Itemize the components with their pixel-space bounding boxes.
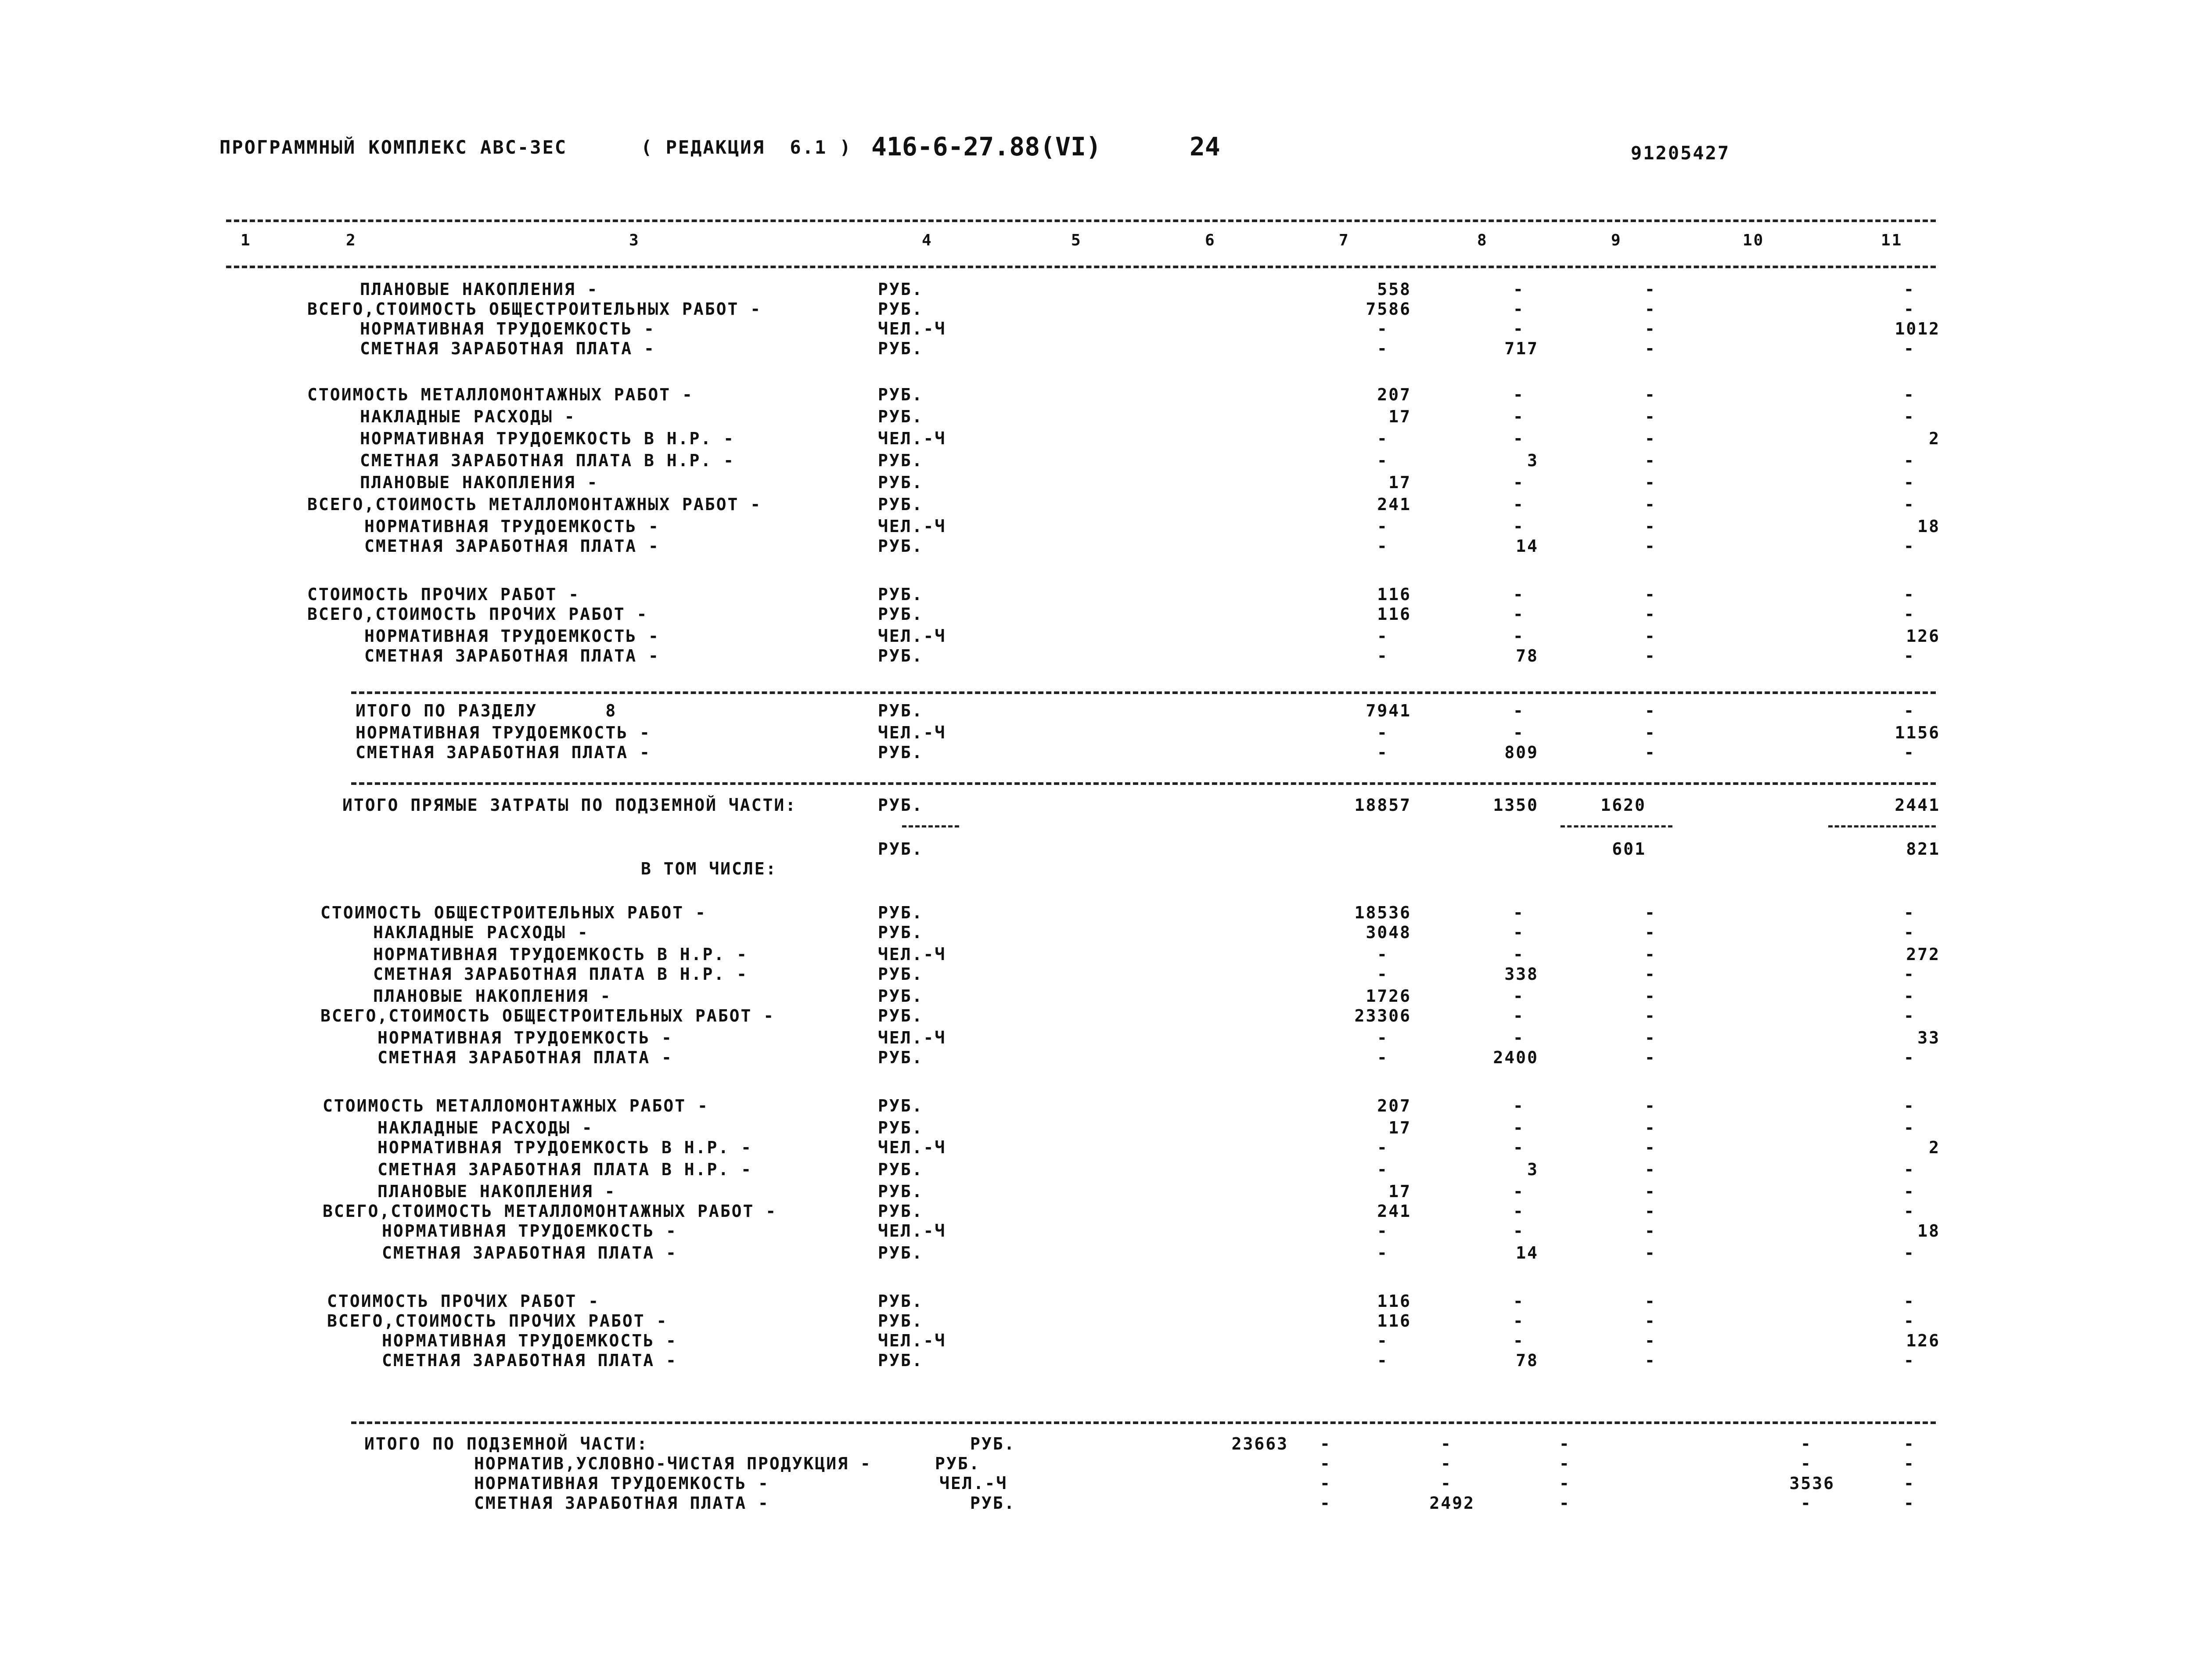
cell-c9: - xyxy=(1645,1160,1656,1179)
cell-c9: - xyxy=(1645,1331,1656,1350)
cell-c11: 2 xyxy=(1929,1138,1940,1157)
row-unit: РУБ. xyxy=(878,604,924,624)
row-unit: ЧЕЛ.-Ч xyxy=(878,1028,946,1047)
row-unit: РУБ. xyxy=(878,1096,924,1115)
cell-c8: - xyxy=(1513,604,1524,624)
underline-col11 xyxy=(1828,825,1936,827)
cell-c8: - xyxy=(1513,319,1524,338)
cell-c9: - xyxy=(1645,903,1656,922)
row-unit: РУБ. xyxy=(878,1351,924,1370)
cell-c7: - xyxy=(1377,1048,1388,1067)
section-total-rule xyxy=(351,691,1936,694)
cell-c11: - xyxy=(1904,903,1915,922)
cell-c9: - xyxy=(1645,1096,1656,1115)
row-label: НОРМАТИВНАЯ ТРУДОЕМКОСТЬ - xyxy=(364,517,660,536)
cell-c11: - xyxy=(1904,1351,1915,1370)
cell-c11: 1012 xyxy=(1895,319,1940,338)
col-8: 8 xyxy=(1477,231,1488,249)
final-cell-c11: - xyxy=(1904,1454,1915,1473)
cell-c7: 17 xyxy=(1388,1118,1411,1137)
cell-c9: - xyxy=(1645,385,1656,404)
cell-c9: - xyxy=(1645,1202,1656,1221)
cell-c9: - xyxy=(1645,1182,1656,1201)
cell-c11: 126 xyxy=(1906,626,1940,646)
cell-c7: - xyxy=(1377,723,1388,742)
cell-c9: - xyxy=(1645,495,1656,514)
cell-c11: - xyxy=(1904,964,1915,984)
cell-c7: 116 xyxy=(1377,604,1411,624)
row-label: НАКЛАДНЫЕ РАСХОДЫ - xyxy=(360,407,576,426)
cell-c8: - xyxy=(1513,1028,1524,1047)
cell-c9: - xyxy=(1645,429,1656,448)
col-11: 11 xyxy=(1881,231,1903,249)
cell-c9: - xyxy=(1645,536,1656,556)
row-unit: ЧЕЛ.-Ч xyxy=(878,517,946,536)
cell-c7: - xyxy=(1377,1221,1388,1241)
row-unit: РУБ. xyxy=(878,903,924,922)
cell-c9: - xyxy=(1645,923,1656,942)
row-unit: РУБ. xyxy=(878,473,924,492)
row-label: СМЕТНАЯ ЗАРАБОТНАЯ ПЛАТА В Н.Р. - xyxy=(373,964,748,984)
cell-c8: - xyxy=(1513,1182,1524,1201)
col-6: 6 xyxy=(1205,231,1216,249)
cell-c9: - xyxy=(1645,1006,1656,1025)
cell-c11: - xyxy=(1904,385,1915,404)
final-cell-c8: - xyxy=(1559,1434,1571,1453)
cell-c11: - xyxy=(1904,451,1915,470)
cell-c11: - xyxy=(1904,923,1915,942)
page-number: 24 xyxy=(1190,132,1220,162)
cell-c8: 2400 xyxy=(1493,1048,1539,1067)
row-unit: РУБ. xyxy=(878,986,924,1006)
cell-c11: 33 xyxy=(1917,1028,1940,1047)
row-unit: РУБ. xyxy=(878,495,924,514)
cell-c7: - xyxy=(1377,646,1388,666)
cell-c8: - xyxy=(1513,280,1524,299)
cell-c9: - xyxy=(1645,701,1656,720)
cell-c7: - xyxy=(1377,945,1388,964)
cell-c9: - xyxy=(1645,1221,1656,1241)
cell-c8: 3 xyxy=(1527,1160,1539,1179)
cell-c9: - xyxy=(1645,945,1656,964)
final-label: СМЕТНАЯ ЗАРАБОТНАЯ ПЛАТА - xyxy=(474,1493,769,1513)
cell-c9: - xyxy=(1645,517,1656,536)
row-unit: РУБ. xyxy=(878,536,924,556)
cell-c11: - xyxy=(1904,1243,1915,1263)
cell-c8: 3 xyxy=(1527,451,1539,470)
cell-c8: - xyxy=(1513,385,1524,404)
cell-c8: - xyxy=(1513,1331,1524,1350)
cell-c7: 17 xyxy=(1388,407,1411,426)
cell-c11: - xyxy=(1904,407,1915,426)
row-label: СМЕТНАЯ ЗАРАБОТНАЯ ПЛАТА - xyxy=(378,1048,673,1067)
cell-c11: - xyxy=(1904,986,1915,1006)
cell-c7: 18857 xyxy=(1354,795,1411,815)
col-7: 7 xyxy=(1339,231,1350,249)
cell-c8: 78 xyxy=(1516,1351,1539,1370)
cell-c9: - xyxy=(1645,964,1656,984)
cell-c8: - xyxy=(1513,626,1524,646)
final-cell-c10: 3536 xyxy=(1789,1474,1835,1493)
row-unit: РУБ. xyxy=(878,1202,924,1221)
row-unit: РУБ. xyxy=(878,1243,924,1263)
cell-c11: 2441 xyxy=(1895,795,1940,815)
cell-c11: - xyxy=(1904,473,1915,492)
cell-c7: - xyxy=(1377,743,1388,762)
cell-c7: - xyxy=(1377,536,1388,556)
edition: ( РЕДАКЦИЯ 6.1 ) xyxy=(641,137,852,158)
final-total-rule xyxy=(351,1421,1936,1424)
underline-unit xyxy=(902,825,959,827)
row-unit: РУБ. xyxy=(878,743,924,762)
final-unit: ЧЕЛ.-Ч xyxy=(939,1474,1008,1493)
cell-c8: - xyxy=(1513,945,1524,964)
row-unit: РУБ. xyxy=(878,1182,924,1201)
row-unit: РУБ. xyxy=(878,407,924,426)
final-unit: РУБ. xyxy=(970,1434,1016,1453)
row-unit: РУБ. xyxy=(878,964,924,984)
col-1: 1 xyxy=(241,231,252,249)
cell-c11: - xyxy=(1904,1118,1915,1137)
final-cell-c7: - xyxy=(1441,1454,1452,1473)
cell-c7: - xyxy=(1377,339,1388,358)
cell-c11: 18 xyxy=(1917,517,1940,536)
cell-c9: - xyxy=(1645,626,1656,646)
row-unit: РУБ. xyxy=(878,1291,924,1311)
row-label: СМЕТНАЯ ЗАРАБОТНАЯ ПЛАТА В Н.Р. - xyxy=(360,451,735,470)
cell-c8: - xyxy=(1513,299,1524,319)
cell-c7: - xyxy=(1377,319,1388,338)
cell-c11: - xyxy=(1904,299,1915,319)
cell-c9: - xyxy=(1645,1291,1656,1311)
row-unit: ЧЕЛ.-Ч xyxy=(878,945,946,964)
row-unit: РУБ. xyxy=(878,795,924,815)
cell-c7: - xyxy=(1377,1331,1388,1350)
row-label: ПЛАНОВЫЕ НАКОПЛЕНИЯ - xyxy=(378,1182,616,1201)
col-5: 5 xyxy=(1071,231,1082,249)
cell-c8: 809 xyxy=(1504,743,1539,762)
cell-c9: - xyxy=(1645,604,1656,624)
cell-c8: - xyxy=(1513,1291,1524,1311)
row-unit: РУБ. xyxy=(878,585,924,604)
row-label: СТОИМОСТЬ МЕТАЛЛОМОНТАЖНЫХ РАБОТ - xyxy=(307,385,694,404)
cell-c11: 821 xyxy=(1906,839,1940,859)
row-label: НАКЛАДНЫЕ РАСХОДЫ - xyxy=(378,1118,593,1137)
row-label: ВСЕГО,СТОИМОСТЬ ОБЩЕСТРОИТЕЛЬНЫХ РАБОТ - xyxy=(320,1006,775,1025)
cell-c7: - xyxy=(1377,1351,1388,1370)
row-unit: РУБ. xyxy=(878,1311,924,1331)
row-label: ИТОГО ПО РАЗДЕЛУ 8 xyxy=(356,701,617,720)
cell-c7: 18536 xyxy=(1354,903,1411,922)
col-10: 10 xyxy=(1743,231,1765,249)
cell-c11: - xyxy=(1904,1291,1915,1311)
final-cell-c11: - xyxy=(1904,1434,1915,1453)
row-label: СТОИМОСТЬ ПРОЧИХ РАБОТ - xyxy=(307,585,580,604)
final-cell-c7: - xyxy=(1441,1434,1452,1453)
row-label: НОРМАТИВНАЯ ТРУДОЕМКОСТЬ - xyxy=(356,723,651,742)
cell-c8: - xyxy=(1513,1221,1524,1241)
cell-c7: 116 xyxy=(1377,1291,1411,1311)
row-label: НОРМАТИВНАЯ ТРУДОЕМКОСТЬ В Н.Р. - xyxy=(360,429,735,448)
cell-c7: 207 xyxy=(1377,1096,1411,1115)
cell-c8: - xyxy=(1513,1138,1524,1157)
table-top-rule xyxy=(226,219,1936,222)
cell-c9: - xyxy=(1645,1028,1656,1047)
cell-c9: - xyxy=(1645,1138,1656,1157)
cell-c7: - xyxy=(1377,1028,1388,1047)
cell-c7: - xyxy=(1377,964,1388,984)
row-unit: РУБ. xyxy=(878,646,924,666)
row-label: ПЛАНОВЫЕ НАКОПЛЕНИЯ - xyxy=(360,473,599,492)
row-unit: РУБ. xyxy=(878,339,924,358)
cell-c7: 116 xyxy=(1377,1311,1411,1331)
row-unit: ЧЕЛ.-Ч xyxy=(878,319,946,338)
row-label: СТОИМОСТЬ МЕТАЛЛОМОНТАЖНЫХ РАБОТ - xyxy=(323,1096,709,1115)
cell-c11: 18 xyxy=(1917,1221,1940,1241)
row-label: ВСЕГО,СТОИМОСТЬ ОБЩЕСТРОИТЕЛЬНЫХ РАБОТ - xyxy=(307,299,762,319)
cell-c9: 1620 xyxy=(1600,795,1646,815)
cell-c9: - xyxy=(1645,743,1656,762)
row-label: СМЕТНАЯ ЗАРАБОТНАЯ ПЛАТА - xyxy=(360,339,655,358)
cell-c8: - xyxy=(1513,723,1524,742)
cell-c11: - xyxy=(1904,1048,1915,1067)
cell-c7: 17 xyxy=(1388,1182,1411,1201)
final-cell-c10: - xyxy=(1801,1454,1812,1473)
cell-c9: - xyxy=(1645,451,1656,470)
cell-c8: - xyxy=(1513,517,1524,536)
row-label: СТОИМОСТЬ ПРОЧИХ РАБОТ - xyxy=(327,1291,600,1311)
row-unit: ЧЕЛ.-Ч xyxy=(878,1138,946,1157)
row-unit: РУБ. xyxy=(878,299,924,319)
cell-c7: 7586 xyxy=(1366,299,1411,319)
row-label: СМЕТНАЯ ЗАРАБОТНАЯ ПЛАТА В Н.Р. - xyxy=(378,1160,752,1179)
final-unit: РУБ. xyxy=(970,1493,1016,1513)
cell-c9: - xyxy=(1645,723,1656,742)
row-label: НАКЛАДНЫЕ РАСХОДЫ - xyxy=(373,923,589,942)
col-3: 3 xyxy=(629,231,640,249)
final-cell-c10: - xyxy=(1801,1493,1812,1513)
row-label: НОРМАТИВНАЯ ТРУДОЕМКОСТЬ - xyxy=(382,1221,677,1241)
cell-c8: 14 xyxy=(1516,1243,1539,1263)
cell-c7: 241 xyxy=(1377,1202,1411,1221)
row-label: СМЕТНАЯ ЗАРАБОТНАЯ ПЛАТА - xyxy=(356,743,651,762)
cell-c11: - xyxy=(1904,701,1915,720)
cell-c8: 717 xyxy=(1504,339,1539,358)
cell-c8: - xyxy=(1513,407,1524,426)
cell-c8: 338 xyxy=(1504,964,1539,984)
col-4: 4 xyxy=(922,231,933,249)
cell-c7: 23306 xyxy=(1354,1006,1411,1025)
row-label: ВСЕГО,СТОИМОСТЬ МЕТАЛЛОМОНТАЖНЫХ РАБОТ - xyxy=(323,1202,777,1221)
cell-c9: - xyxy=(1645,1243,1656,1263)
cell-c8: - xyxy=(1513,1311,1524,1331)
cell-c9: - xyxy=(1645,1118,1656,1137)
cell-c8: - xyxy=(1513,1202,1524,1221)
cell-c8: 78 xyxy=(1516,646,1539,666)
row-label: ИТОГО ПРЯМЫЕ ЗАТРАТЫ ПО ПОДЗЕМНОЙ ЧАСТИ: xyxy=(342,795,797,815)
row-unit: РУБ. xyxy=(878,385,924,404)
row-label: СМЕТНАЯ ЗАРАБОТНАЯ ПЛАТА - xyxy=(382,1351,677,1370)
final-cell-c11: - xyxy=(1904,1493,1915,1513)
cell-c11: 2 xyxy=(1929,429,1940,448)
cell-c9: - xyxy=(1645,299,1656,319)
cell-c11: - xyxy=(1904,1096,1915,1115)
cell-c7: - xyxy=(1377,626,1388,646)
final-cell-c6: - xyxy=(1320,1474,1331,1493)
final-unit: РУБ. xyxy=(935,1454,981,1473)
row-unit: РУБ. xyxy=(878,1048,924,1067)
final-label: НОРМАТИВ,УСЛОВНО-ЧИСТАЯ ПРОДУКЦИЯ - xyxy=(474,1454,872,1473)
cell-c9: - xyxy=(1645,1311,1656,1331)
document-code: 416-6-27.88(VI) xyxy=(871,132,1101,162)
row-label: В ТОМ ЧИСЛЕ: xyxy=(641,859,777,878)
cell-c9: - xyxy=(1645,585,1656,604)
final-cell-c6: - xyxy=(1320,1454,1331,1473)
cell-c7: 17 xyxy=(1388,473,1411,492)
cell-c11: - xyxy=(1904,536,1915,556)
row-label: НОРМАТИВНАЯ ТРУДОЕМКОСТЬ - xyxy=(382,1331,677,1350)
cell-c11: 1156 xyxy=(1895,723,1940,742)
cell-c8: - xyxy=(1513,473,1524,492)
cell-c9: - xyxy=(1645,986,1656,1006)
cell-c8: - xyxy=(1513,1096,1524,1115)
cell-c11: - xyxy=(1904,585,1915,604)
final-cell-c6: - xyxy=(1320,1434,1331,1453)
row-unit: РУБ. xyxy=(878,451,924,470)
cell-c7: 1726 xyxy=(1366,986,1411,1006)
cell-c8: - xyxy=(1513,903,1524,922)
row-unit: ЧЕЛ.-Ч xyxy=(878,1331,946,1350)
cell-c7: - xyxy=(1377,517,1388,536)
cell-c8: - xyxy=(1513,701,1524,720)
cell-c7: - xyxy=(1377,429,1388,448)
final-cell-c6: - xyxy=(1320,1493,1331,1513)
cell-c8: - xyxy=(1513,986,1524,1006)
col-2: 2 xyxy=(346,231,357,249)
row-unit: РУБ. xyxy=(878,1118,924,1137)
cell-c8: - xyxy=(1513,1118,1524,1137)
cell-c11: - xyxy=(1904,1160,1915,1179)
final-cell-c5: 23663 xyxy=(1231,1434,1288,1453)
cell-c8: 14 xyxy=(1516,536,1539,556)
row-label: НОРМАТИВНАЯ ТРУДОЕМКОСТЬ - xyxy=(378,1028,673,1047)
row-label: НОРМАТИВНАЯ ТРУДОЕМКОСТЬ - xyxy=(364,626,660,646)
row-label: ПЛАНОВЫЕ НАКОПЛЕНИЯ - xyxy=(373,986,612,1006)
cell-c7: 3048 xyxy=(1366,923,1411,942)
cell-c11: - xyxy=(1904,1006,1915,1025)
row-unit: РУБ. xyxy=(878,1160,924,1179)
row-label: НОРМАТИВНАЯ ТРУДОЕМКОСТЬ В Н.Р. - xyxy=(378,1138,752,1157)
row-label: ПЛАНОВЫЕ НАКОПЛЕНИЯ - xyxy=(360,280,599,299)
document-id: 91205427 xyxy=(1631,142,1730,164)
program-name: ПРОГРАММНЫЙ КОМПЛЕКС АВС-ЗЕС xyxy=(219,137,568,158)
row-label: СМЕТНАЯ ЗАРАБОТНАЯ ПЛАТА - xyxy=(382,1243,677,1263)
cell-c9: - xyxy=(1645,473,1656,492)
row-unit: ЧЕЛ.-Ч xyxy=(878,723,946,742)
cell-c8: - xyxy=(1513,495,1524,514)
row-unit: РУБ. xyxy=(878,923,924,942)
cell-c7: - xyxy=(1377,1160,1388,1179)
cell-c7: - xyxy=(1377,1138,1388,1157)
final-cell-c8: - xyxy=(1559,1454,1571,1473)
cell-c9: - xyxy=(1645,319,1656,338)
cell-c11: - xyxy=(1904,743,1915,762)
row-label: ВСЕГО,СТОИМОСТЬ ПРОЧИХ РАБОТ - xyxy=(327,1311,668,1331)
cell-c9: - xyxy=(1645,407,1656,426)
cell-c11: - xyxy=(1904,1311,1915,1331)
row-unit: РУБ. xyxy=(878,839,924,859)
cell-c7: 558 xyxy=(1377,280,1411,299)
cell-c9: - xyxy=(1645,339,1656,358)
row-unit: РУБ. xyxy=(878,701,924,720)
cell-c8: - xyxy=(1513,585,1524,604)
row-label: ВСЕГО,СТОИМОСТЬ ПРОЧИХ РАБОТ - xyxy=(307,604,648,624)
cell-c11: - xyxy=(1904,646,1915,666)
final-cell-c11: - xyxy=(1904,1474,1915,1493)
row-unit: РУБ. xyxy=(878,1006,924,1025)
cell-c7: - xyxy=(1377,451,1388,470)
row-label: ВСЕГО,СТОИМОСТЬ МЕТАЛЛОМОНТАЖНЫХ РАБОТ - xyxy=(307,495,762,514)
cell-c9: - xyxy=(1645,1048,1656,1067)
cell-c7: - xyxy=(1377,1243,1388,1263)
cell-c8: - xyxy=(1513,923,1524,942)
cell-c11: - xyxy=(1904,495,1915,514)
final-cell-c10: - xyxy=(1801,1434,1812,1453)
row-unit: РУБ. xyxy=(878,280,924,299)
row-unit: ЧЕЛ.-Ч xyxy=(878,1221,946,1241)
cell-c9: - xyxy=(1645,1351,1656,1370)
cell-c11: - xyxy=(1904,1182,1915,1201)
cell-c11: - xyxy=(1904,339,1915,358)
col-9: 9 xyxy=(1611,231,1622,249)
row-label: СМЕТНАЯ ЗАРАБОТНАЯ ПЛАТА - xyxy=(364,536,660,556)
underline-col9 xyxy=(1560,825,1672,827)
row-unit: ЧЕЛ.-Ч xyxy=(878,429,946,448)
cell-c11: - xyxy=(1904,280,1915,299)
cell-c11: 126 xyxy=(1906,1331,1940,1350)
final-cell-c7: 2492 xyxy=(1429,1493,1475,1513)
cell-c8: - xyxy=(1513,1006,1524,1025)
row-label: НОРМАТИВНАЯ ТРУДОЕМКОСТЬ В Н.Р. - xyxy=(373,945,748,964)
cell-c11: 272 xyxy=(1906,945,1940,964)
row-unit: ЧЕЛ.-Ч xyxy=(878,626,946,646)
cell-c7: 7941 xyxy=(1366,701,1411,720)
row-label: СТОИМОСТЬ ОБЩЕСТРОИТЕЛЬНЫХ РАБОТ - xyxy=(320,903,707,922)
cell-c11: - xyxy=(1904,604,1915,624)
final-cell-c8: - xyxy=(1559,1493,1571,1513)
cell-c9: - xyxy=(1645,280,1656,299)
row-label: НОРМАТИВНАЯ ТРУДОЕМКОСТЬ - xyxy=(360,319,655,338)
final-label: НОРМАТИВНАЯ ТРУДОЕМКОСТЬ - xyxy=(474,1474,769,1493)
final-cell-c7: - xyxy=(1441,1474,1452,1493)
row-label: СМЕТНАЯ ЗАРАБОТНАЯ ПЛАТА - xyxy=(364,646,660,666)
final-cell-c8: - xyxy=(1559,1474,1571,1493)
cell-c7: 241 xyxy=(1377,495,1411,514)
cell-c9: - xyxy=(1645,646,1656,666)
final-label: ИТОГО ПО ПОДЗЕМНОЙ ЧАСТИ: xyxy=(364,1434,648,1453)
subtotal-rule xyxy=(351,782,1936,785)
cell-c7: 207 xyxy=(1377,385,1411,404)
cell-c9: 601 xyxy=(1612,839,1646,859)
cell-c11: - xyxy=(1904,1202,1915,1221)
header-bottom-rule xyxy=(226,266,1936,268)
cell-c7: 116 xyxy=(1377,585,1411,604)
cell-c8: - xyxy=(1513,429,1524,448)
cell-c8: 1350 xyxy=(1493,795,1539,815)
